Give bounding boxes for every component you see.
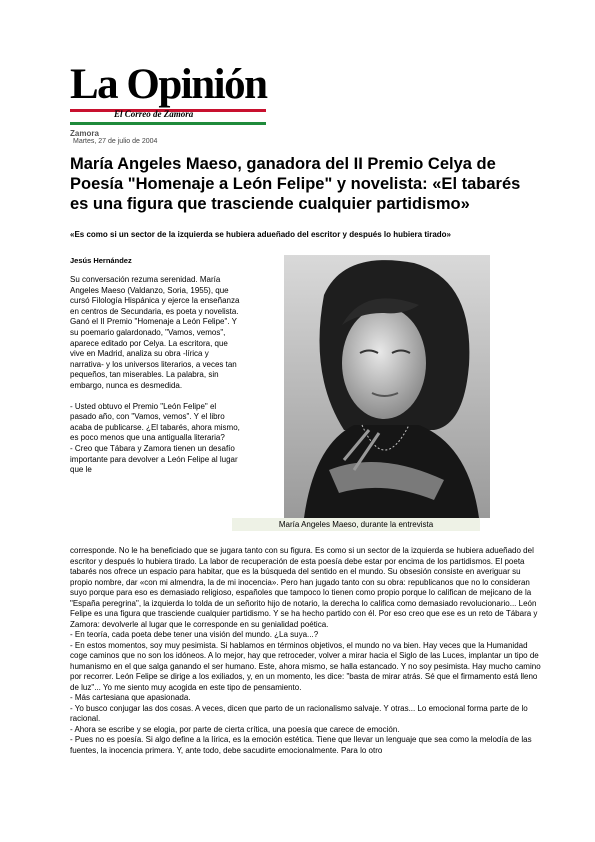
article-paragraph: - Yo busco conjugar las dos cosas. A veces, dicen que parto de un racionalismo salvaje. Y otras... Lo emocional forma parte de lo racional. — [70, 703, 528, 723]
section-label: Zamora — [70, 129, 99, 138]
photo-caption: María Angeles Maeso, durante la entrevista — [232, 518, 480, 531]
article-paragraph: - Ahora se escribe y se elogia, por parte de cierta crítica, una poesía que carece de emoción. — [70, 724, 400, 734]
article-paragraph: - En estos momentos, soy muy pesimista. Si hablamos en términos objetivos, el mundo no va bien. Hay veces que la Humanidad coge caminos que no son los idóneos. A lo mejor, hay que retroceder, volver a mirar hacia el Siglo de las Luces, implantar un tipo de humanismo en el que salga ganando el ser humano. Este, ahora mismo, se halla estancado. Y no soy pesimista. Hay mucho camino por recorrer. León Felipe se dirige a los exiliados, y, en un momento, les dice: "basta de mirar atrás. Sé que el firmamento está lleno de luz"... Yo me siento muy acogida en este tipo de pensamiento. — [70, 640, 541, 692]
article-paragraph: - Creo que Tábara y Zamora tienen un desafío importante para devolver a León Felipe al lugar que le — [70, 443, 238, 475]
article-paragraph: - Pues no es poesía. Si algo define a la lírica, es la emoción estética. Tiene que llevar un lenguaje que sea como la melodía de las fuentes, la inocencia primera. Y, ante todo, debe sacudirte emocionalmente. Para lo otro — [70, 735, 532, 755]
article-author: Jesús Hernández — [70, 256, 132, 265]
paragraph-spacer — [70, 392, 240, 402]
newspaper-masthead — [70, 60, 266, 130]
article-body — [70, 546, 542, 756]
newspaper-logo: La Opinión — [70, 61, 267, 108]
article-paragraph: - En teoría, cada poeta debe tener una visión del mundo. ¿La suya...? — [70, 630, 319, 639]
author-portrait-photo — [284, 255, 490, 518]
article-headline: María Angeles Maeso, ganadora del II Premio Celya de Poesía "Homenaje a León Felipe" y novelista: «El tabarés es una figura que trasciende cualquier partidismo» — [70, 155, 521, 213]
article-subheadline: «Es como si un sector de la izquierda se hubiera adueñado del escritor y después lo hubiera tirado» — [70, 230, 451, 239]
article-paragraph: - Usted obtuvo el Premio "León Felipe" el pasado año, con "Vamos, vemos". Y el libro acaba de publicarse. ¿El tabarés, ahora mismo, es poco menos que una antigualla literaria? — [70, 401, 240, 443]
logo-subtitle: El Correo de Zamora — [114, 109, 194, 119]
article-paragraph: Su conversación rezuma serenidad. María Angeles Maeso (Valdanzo, Soria, 1955), que cursó Filología Hispánica y ejerce la enseñanza en centros de Secundaria, es poeta y novelista. Ganó el II Premio "Homenaje a León Felipe". Y su poemario galardonado, "Vamos, vemos", aparece editado por Celya. La escritora, que vive en Madrid, analiza su obra -lírica y narrativa- y los universos literarios, a veces tan pequeños, tan miserables. La palabra, sin embargo, nunca es desmedida. — [70, 275, 240, 390]
article-intro-column — [70, 275, 240, 476]
publication-date: Martes, 27 de julio de 2004 — [73, 138, 158, 145]
logo-stripe-green — [70, 122, 266, 125]
article-paragraph: corresponde. No le ha beneficiado que se jugara tanto con su figura. Es como si un sector de la izquierda se hubiera adueñado del escritor y después lo hubiera tirado. La labor de recuperación de esta poesía debe estar por encima de los partidismos. El poeta tabarés nos ofrece un espacio para habitar, que es la búsqueda del sentido en el mundo. Su obsesión consiste en averiguar su propio nombre, dar «con mi almendra, la de mi inocencia». Pero han jugado tanto con su obra: republicanos que no lo consideran suyo porque para eso es demasiado religioso, españoles que tampoco lo tienen como propio porque lo califican de mejicano de la "España peregrina", la izquierda lo tolda de un señorito hijo de notario, la derecha lo califica como demasiado revolucionario... León Felipe es una figura que trasciende cualquier partidismo. Y se ha hecho partido con él. Por eso creo que ese es un reto de Tábara y Zamora: devolverle al lugar que le corresponde en su genialidad poética. — [70, 546, 538, 629]
article-paragraph: - Más cartesiana que apasionada. — [70, 693, 191, 702]
